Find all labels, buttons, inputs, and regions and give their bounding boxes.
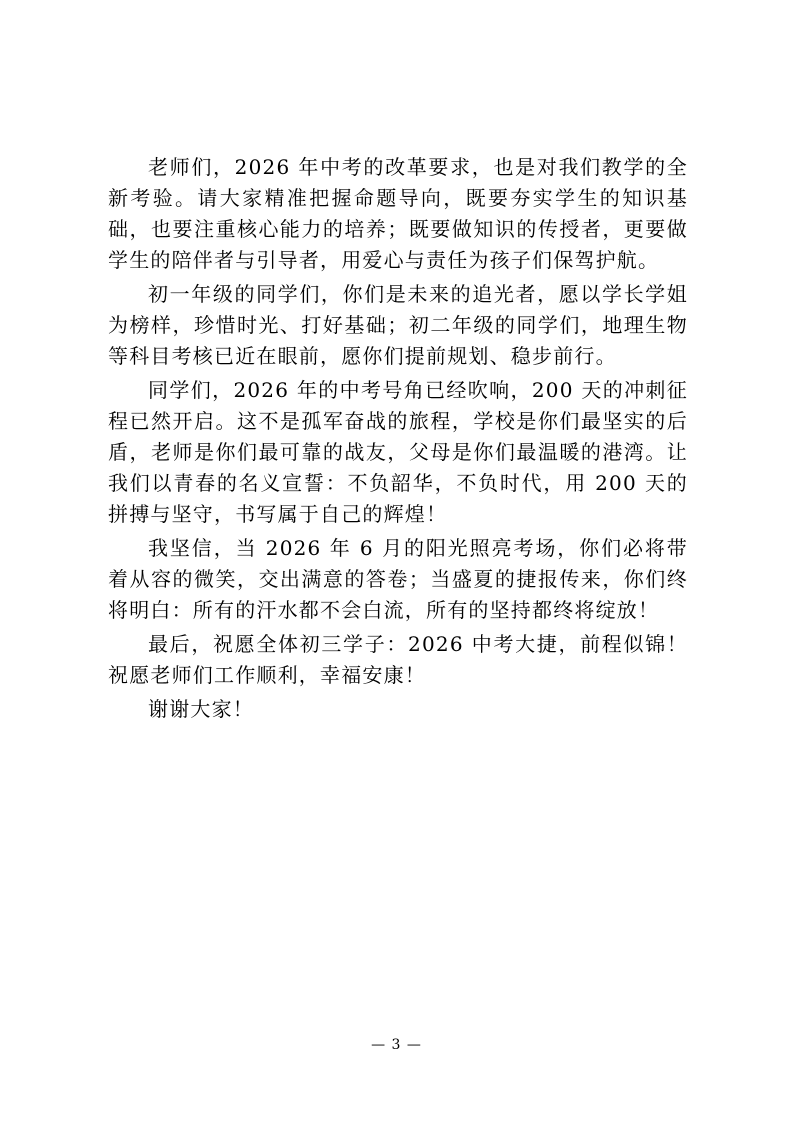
paragraph-students-sprint: 同学们，2026 年的中考号角已经吹响，200 天的冲刺征程已然开启。这不是孤军奋战的旅程，学校是你们最坚实的后盾，老师是你们最可靠的战友，父母是你们最温暖的港湾。让我们以青春的名义宣誓：不负韶华，不负时代，用 200 天的拼搏与坚守，书写属于自己的辉煌！ <box>108 378 688 526</box>
paragraph-closing-wishes: 最后，祝愿全体初三学子：2026 中考大捷，前程似锦！祝愿老师们工作顺利，幸福安康！ <box>108 632 688 687</box>
paragraph-teachers: 老师们，2026 年中考的改革要求，也是对我们教学的全新考验。请大家精准把握命题导向，既要夯实学生的知识基础，也要注重核心能力的培养；既要做知识的传授者，更要做学生的陪伴者与引导者，用爱心与责任为孩子们保驾护航。 <box>108 155 688 272</box>
document-body <box>108 152 688 728</box>
paragraph-junior-students: 初一年级的同学们，你们是未来的追光者，愿以学长学姐为榜样，珍惜时光、打好基础；初二年级的同学们，地理生物等科目考核已近在眼前，愿你们提前规划、稳步前行。 <box>108 282 688 368</box>
page-number: — 3 — <box>371 1037 422 1053</box>
paragraph-thanks: 谢谢大家！ <box>148 697 254 721</box>
paragraph-belief: 我坚信，当 2026 年 6 月的阳光照亮考场，你们必将带着从容的微笑，交出满意的答卷；当盛夏的捷报传来，你们终将明白：所有的汗水都不会白流，所有的坚持都终将绽放！ <box>108 536 688 622</box>
